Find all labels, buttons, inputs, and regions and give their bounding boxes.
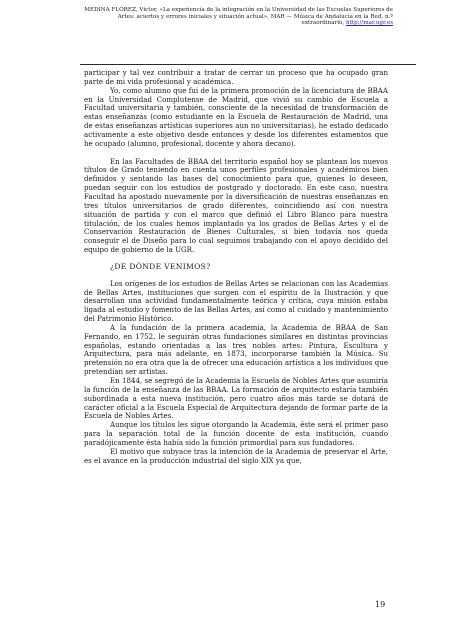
paragraph: Aunque los títulos les sigue otorgando la Academia, éste será el primer paso para la separación total de la función docente de esta institución, cuando paradójicamente ésta había sido la función primordial para sus fundadores. bbox=[84, 420, 388, 447]
header-article-title: «La experiencia de la integración en la Universidad de las Escuelas Superiores de Artes: aciertos y errores iniciales y situación actual» bbox=[117, 7, 393, 20]
paragraph: En las Facultades de BBAA del territorio español hoy se plantean los nuevos títulos de Grado teniendo en cuenta unos perfiles profesionales y académicos bien definidos y sentando las bases del conocimiento para que, quienes lo deseen, puedan seguir con los estudios de postgrado y doctorado. En este caso, nuestra Facultad ha apostado nuevamente por la diversificación de nuestras enseñanzas en tres títulos universitarios de grado diferentes, coincidiendo así con nuestra situación de partida y con el marco que definió el Libro Blanco para nuestra titulación, de los cuales hemos implantado ya los grados de Bellas Artes y el de Conservación Restauración de Bienes Culturales, si bien todavía nos queda conseguir el de Diseño para lo cual seguimos trabajando con el apoyo decidido del equipo de gobierno de la UGR. bbox=[84, 156, 388, 255]
paragraph: Yo, como alumno que fui de la primera promoción de la licenciatura de BBAA en la Universidad Complutense de Madrid, que vivió su cambio de Escuela a Facultad universitaria y también, consciente de la necesidad de transformación de estas enseñanzas (como estudiante en la Escuela de Restauración de Madrid, una de estas enseñanzas artísticas superiores aun no universitarias), he estado dedicado activamente a este objetivo desde entonces y desde los diferentes estamentos que he ocupado (alumno, profesional, docente y ahora decano). bbox=[84, 85, 388, 148]
header-url-link[interactable]: http://mar.ugr.es bbox=[345, 20, 393, 27]
article-body bbox=[84, 69, 388, 465]
page-number: 19 bbox=[375, 600, 386, 609]
running-header: MEDINA FLÓREZ, Víctor, «La experiencia de la integración en la Universidad de las Escuelas Superiores de Artes: aciertos y errores iniciales y situación actual», MAR — Música de Andalucía en la Red, n.º extraordinario, http://mar.ugr.es bbox=[84, 7, 393, 27]
section-heading: ¿DE DÓNDE VENIMOS? bbox=[110, 261, 211, 271]
header-author: MEDINA FLÓREZ, Víctor, bbox=[84, 7, 160, 13]
header-issue: , n.º extraordinario bbox=[301, 13, 393, 27]
paragraph: A la fundación de la primera academia, la Academia de BBAA de San Fernando, en 1752, le seguirán otras fundaciones similares en distintas provincias españolas, estando orientadas a las tres nobles artes: Pintura, Escultura y Arquitectura, para más adelante, en 1873, incorporarse también la Música. Su pretensión no era otra que la de ofrecer una educación artística a los individuos que pretendían ser artistas. bbox=[84, 322, 388, 377]
paragraph-continued: participar y tal vez contribuir a tratar de cerrar un proceso que ha ocupado gran parte de mi vida profesional y académica. bbox=[84, 68, 388, 86]
paragraph: En 1844, se segregó de la Academia la Escuela de Nobles Artes que asumiría la función de la enseñanza de las BBAA. La formación de arquitecto estaría también subordinada a esta nueva institución, pero cuatro años más tarde se dotará de carácter oficial a la Escuela Especial de Arquitectura dejando de formar parte de la Escuela de Nobles Artes. bbox=[84, 376, 388, 421]
header-divider bbox=[80, 64, 416, 65]
paragraph: El motivo que subyace tras la intención de la Academia de preservar el Arte, es el avance en la producción industrial del siglo XIX ya que, bbox=[84, 446, 388, 465]
paragraph: Los orígenes de los estudios de Bellas Artes se relacionan con las Academias de Bellas Artes, instituciones que surgen con el espíritu de la Ilustración y que desarrollan una actividad fundamentalmente teórica y crítica, cuya misión estaba ligada al estudio y fomento de las Bellas Artes, así como al cuidado y mantenimiento del Patrimonio Histórico. bbox=[84, 278, 388, 324]
header-journal: , MAR — Música de Andalucía en la Red bbox=[267, 13, 382, 20]
